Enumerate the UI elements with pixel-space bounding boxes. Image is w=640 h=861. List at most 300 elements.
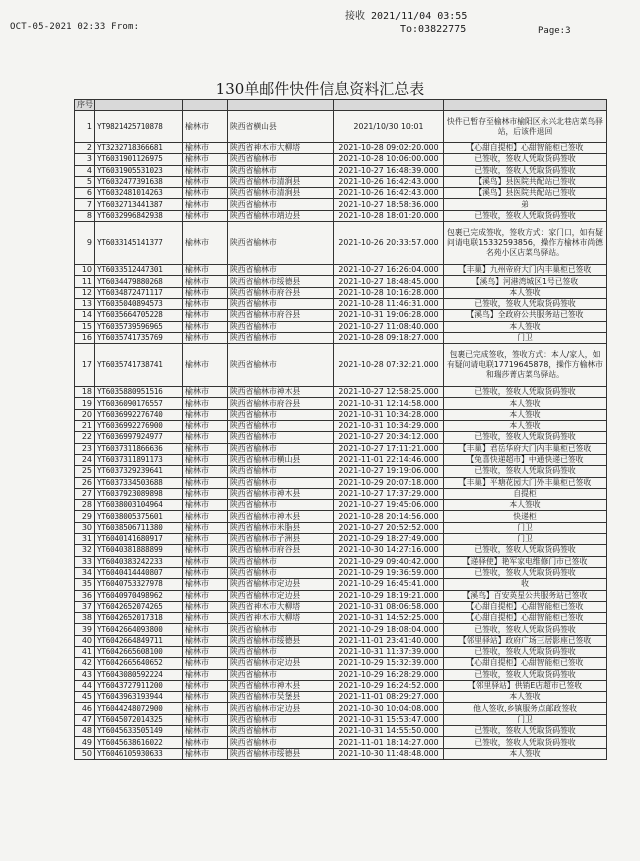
row-index: 25: [75, 466, 95, 477]
city: 榆林市: [183, 321, 228, 332]
tracking-number: YT6038506711380: [95, 522, 183, 533]
row-index: 14: [75, 310, 95, 321]
row-index: 34: [75, 567, 95, 578]
city: 榆林市: [183, 680, 228, 691]
sign-status: 【丰巢】九州帝府大门内丰巢柜已签收: [444, 265, 607, 276]
sign-time: 2021-10-31 12:14:58.000: [334, 398, 444, 409]
row-index: 40: [75, 635, 95, 646]
table-row: [75, 669, 607, 680]
tracking-number: YT6035040894573: [95, 298, 183, 309]
express-info-table: [74, 99, 607, 760]
city: 榆林市: [183, 409, 228, 420]
city: 榆林市: [183, 398, 228, 409]
table-row: [75, 176, 607, 187]
row-index: 46: [75, 703, 95, 714]
address: 陕西省榆林市: [228, 737, 334, 748]
row-index: 43: [75, 669, 95, 680]
city: 榆林市: [183, 500, 228, 511]
tracking-number: YT6034479880268: [95, 276, 183, 287]
sign-status: 本人签收: [444, 692, 607, 703]
sign-status: 快递柜: [444, 511, 607, 522]
sign-status: 【递驿使】艳军家电维修门市已签收: [444, 556, 607, 567]
sign-status: 已签收，签收人凭取货码签收: [444, 210, 607, 221]
row-index: 5: [75, 176, 95, 187]
tracking-number: YT6032713441387: [95, 199, 183, 210]
sign-status: 已签收，签收人凭取货码签收: [444, 567, 607, 578]
table-row: [75, 556, 607, 567]
row-index: 32: [75, 545, 95, 556]
row-index: 30: [75, 522, 95, 533]
address: 陕西省榆林市: [228, 432, 334, 443]
row-index: 23: [75, 443, 95, 454]
tracking-number: YT3232718366681: [95, 143, 183, 154]
row-index: 50: [75, 748, 95, 759]
sign-time: 2021-10-27 12:58:25.000: [334, 387, 444, 398]
address: 陕西省榆林市: [228, 714, 334, 725]
sign-time: 2021-10-27 20:52:52.000: [334, 522, 444, 533]
address: 陕西省榆林市: [228, 421, 334, 432]
row-index: 37: [75, 601, 95, 612]
sign-status: 本人签收: [444, 287, 607, 298]
city: 榆林市: [183, 332, 228, 343]
address: 陕西省神木市大柳塔: [228, 613, 334, 624]
sign-time: 2021-10-29 18:27:49.000: [334, 534, 444, 545]
tracking-number: YT6032996842938: [95, 210, 183, 221]
sign-status: 【心甜自提柜】心甜智能柜已签收: [444, 601, 607, 612]
sign-status: 已签收，签收人凭取货码签收: [444, 545, 607, 556]
table-row: [75, 265, 607, 276]
tracking-number: YT6035880951516: [95, 387, 183, 398]
tracking-number: YT6042652017318: [95, 613, 183, 624]
row-index: 20: [75, 409, 95, 420]
table-row: [75, 488, 607, 499]
sign-time: 2021-10-31 08:06:58.000: [334, 601, 444, 612]
tracking-number: YT6045638616022: [95, 737, 183, 748]
city: 榆林市: [183, 714, 228, 725]
sign-time: 2021-10-29 18:19:21.000: [334, 590, 444, 601]
table-row: [75, 635, 607, 646]
tracking-number: YT6035741738741: [95, 344, 183, 387]
table-row: [75, 748, 607, 759]
table-row: [75, 680, 607, 691]
table-row: [75, 726, 607, 737]
address: 陕西省横山县: [228, 111, 334, 143]
address: 陕西省榆林市神木县: [228, 511, 334, 522]
tracking-number: YT6044248072900: [95, 703, 183, 714]
sign-status: 【邻里驿站】政府广场三居影座已签收: [444, 635, 607, 646]
table-row: [75, 658, 607, 669]
city: 榆林市: [183, 344, 228, 387]
address: 陕西省榆林市: [228, 466, 334, 477]
header-cell: [444, 100, 607, 111]
tracking-number: YT6043080592224: [95, 669, 183, 680]
address: 陕西省榆林市定边县: [228, 579, 334, 590]
address: 陕西省榆林市: [228, 332, 334, 343]
table-body: [75, 111, 607, 760]
city: 榆林市: [183, 737, 228, 748]
sign-time: 2021-10-31 14:55:50.000: [334, 726, 444, 737]
table-row: [75, 344, 607, 387]
sign-status: 已签收，签收人凭取货码签收: [444, 165, 607, 176]
sign-time: 2021-10-31 10:34:29.000: [334, 421, 444, 432]
sign-status: 【邻里驿站】供销E店超市已签收: [444, 680, 607, 691]
row-index: 27: [75, 488, 95, 499]
sign-time: 2021-10-27 20:34:12.000: [334, 432, 444, 443]
tracking-number: YT6043727911200: [95, 680, 183, 691]
address: 陕西省榆林市绥德县: [228, 748, 334, 759]
address: 陕西省榆林市府谷县: [228, 287, 334, 298]
tracking-number: YT6034872471117: [95, 287, 183, 298]
address: 陕西省榆林市: [228, 298, 334, 309]
sign-status: 本人签收: [444, 398, 607, 409]
table-row: [75, 477, 607, 488]
header-cell: [183, 100, 228, 111]
address: 陕西省榆林市府谷县: [228, 398, 334, 409]
row-index: 42: [75, 658, 95, 669]
tracking-number: YT6035739596965: [95, 321, 183, 332]
sign-time: 2021-10-27 16:48:39.000: [334, 165, 444, 176]
sign-status: 已签收，签收人凭取货码签收: [444, 154, 607, 165]
city: 榆林市: [183, 298, 228, 309]
tracking-number: YT6036090176557: [95, 398, 183, 409]
tracking-number: YT6042664849711: [95, 635, 183, 646]
sign-time: 2021-10-28 09:02:20.000: [334, 143, 444, 154]
sign-status: 收: [444, 579, 607, 590]
sign-time: 2021-10-31 15:53:47.000: [334, 714, 444, 725]
row-index: 15: [75, 321, 95, 332]
row-index: 45: [75, 692, 95, 703]
table-row: [75, 310, 607, 321]
city: 榆林市: [183, 454, 228, 465]
sign-time: 2021-10-29 15:32:39.000: [334, 658, 444, 669]
sign-time: 2021-10-30 14:27:16.000: [334, 545, 444, 556]
city: 榆林市: [183, 154, 228, 165]
table-row: [75, 165, 607, 176]
table-row: [75, 222, 607, 265]
table-row: [75, 287, 607, 298]
table-row: [75, 522, 607, 533]
city: 榆林市: [183, 111, 228, 143]
city: 榆林市: [183, 466, 228, 477]
row-index: 6: [75, 188, 95, 199]
table-row: [75, 454, 607, 465]
address: 陕西省榆林市: [228, 199, 334, 210]
sign-time: 2021-10-27 19:19:06.000: [334, 466, 444, 477]
city: 榆林市: [183, 703, 228, 714]
address: 陕西省榆林市: [228, 443, 334, 454]
sign-status: 包裹已完成签收，签收方式：家门口，如有疑问请电联15332593856，操作方榆林市尚德名苑小区店菜鸟驿站。: [444, 222, 607, 265]
sign-time: 2021-10-28 10:16:28.000: [334, 287, 444, 298]
city: 榆林市: [183, 387, 228, 398]
sign-time: 2021-10-28 18:01:20.000: [334, 210, 444, 221]
city: 榆林市: [183, 488, 228, 499]
row-index: 4: [75, 165, 95, 176]
address: 陕西省榆林市: [228, 344, 334, 387]
table-row: [75, 714, 607, 725]
sign-status: 【溪鸟】县医院共配站已签收: [444, 176, 607, 187]
sign-status: 已签收，签收人凭取货码签收: [444, 646, 607, 657]
header-cell: 序号: [75, 100, 95, 111]
tracking-number: YT6037329239641: [95, 466, 183, 477]
tracking-number: YT6033145141377: [95, 222, 183, 265]
sign-time: 2021-10-29 09:40:42.000: [334, 556, 444, 567]
table-row: [75, 443, 607, 454]
address: 陕西省榆林市子洲县: [228, 534, 334, 545]
sign-status: 门卫: [444, 522, 607, 533]
tracking-number: YT9821425710878: [95, 111, 183, 143]
city: 榆林市: [183, 579, 228, 590]
sign-status: 已签收，签收人凭取货码签收: [444, 726, 607, 737]
sign-status: 已签收，签收人凭取货码签收: [444, 466, 607, 477]
sign-status: 已签收，签收人凭取货码签收: [444, 387, 607, 398]
sign-status: 弟: [444, 199, 607, 210]
city: 榆林市: [183, 748, 228, 759]
address: 陕西省榆林市定边县: [228, 590, 334, 601]
tracking-number: YT6036992276900: [95, 421, 183, 432]
tracking-number: YT6042665608100: [95, 646, 183, 657]
sign-status: 门卫: [444, 714, 607, 725]
table-row: [75, 298, 607, 309]
sign-status: 【丰巢】君岳华府大门内丰巢柜已签收: [444, 443, 607, 454]
sign-status: 【溪鸟】河港湾城区1号已签收: [444, 276, 607, 287]
fax-received-time: 接收 2021/11/04 03:55: [345, 11, 468, 22]
table-row: [75, 692, 607, 703]
city: 榆林市: [183, 669, 228, 680]
sign-time: 2021/10/30 10:01: [334, 111, 444, 143]
city: 榆林市: [183, 222, 228, 265]
row-index: 24: [75, 454, 95, 465]
sign-time: 2021-10-27 17:11:21.000: [334, 443, 444, 454]
table-row: [75, 199, 607, 210]
row-index: 18: [75, 387, 95, 398]
row-index: 47: [75, 714, 95, 725]
row-index: 35: [75, 579, 95, 590]
table-row: [75, 421, 607, 432]
table-row: [75, 143, 607, 154]
header-cell: [95, 100, 183, 111]
city: 榆林市: [183, 658, 228, 669]
city: 榆林市: [183, 624, 228, 635]
table-row: [75, 590, 607, 601]
address: 陕西省榆林市清涧县: [228, 188, 334, 199]
row-index: 10: [75, 265, 95, 276]
sign-status: 门卫: [444, 534, 607, 545]
sign-time: 2021-10-28 09:18:27.000: [334, 332, 444, 343]
header-cell: [228, 100, 334, 111]
tracking-number: YT6037311866636: [95, 443, 183, 454]
sign-time: 2021-10-31 11:37:39.000: [334, 646, 444, 657]
sign-time: 2021-10-29 16:45:41.000: [334, 579, 444, 590]
tracking-number: YT6035664705228: [95, 310, 183, 321]
sign-time: 2021-10-31 19:06:28.000: [334, 310, 444, 321]
sign-status: 本人签收: [444, 421, 607, 432]
row-index: 33: [75, 556, 95, 567]
address: 陕西省榆林市: [228, 321, 334, 332]
tracking-number: YT6040383242233: [95, 556, 183, 567]
city: 榆林市: [183, 165, 228, 176]
city: 榆林市: [183, 176, 228, 187]
sign-time: 2021-10-31 10:34:28.000: [334, 409, 444, 420]
tracking-number: YT6042665640652: [95, 658, 183, 669]
address: 陕西省榆林市神木县: [228, 488, 334, 499]
address: 陕西省榆林市神木县: [228, 680, 334, 691]
row-index: 29: [75, 511, 95, 522]
sign-status: 自提柜: [444, 488, 607, 499]
sign-time: 2021-10-29 16:24:52.000: [334, 680, 444, 691]
tracking-number: YT6040753327978: [95, 579, 183, 590]
tracking-number: YT6042664093800: [95, 624, 183, 635]
sign-time: 2021-10-28 10:06:00.000: [334, 154, 444, 165]
sign-status: 门卫: [444, 332, 607, 343]
row-index: 1: [75, 111, 95, 143]
sign-status: 包裹已完成签收，签收方式：本人/家人，如有疑问请电联17719645878，操作方榆林市和瑞莎菁店菜鸟驿站。: [444, 344, 607, 387]
table-row: [75, 703, 607, 714]
sign-time: 2021-10-29 19:36:59.000: [334, 567, 444, 578]
sign-time: 2021-10-26 20:33:57.000: [334, 222, 444, 265]
sign-status: 本人签收: [444, 409, 607, 420]
fax-to-number: To:03822775: [400, 24, 467, 35]
row-index: 49: [75, 737, 95, 748]
sign-time: 2021-11-01 23:41:40.000: [334, 635, 444, 646]
sign-time: 2021-10-28 11:46:31.000: [334, 298, 444, 309]
row-index: 21: [75, 421, 95, 432]
city: 榆林市: [183, 421, 228, 432]
table-row: [75, 111, 607, 143]
table-row: [75, 398, 607, 409]
row-index: 28: [75, 500, 95, 511]
table-row: [75, 432, 607, 443]
row-index: 8: [75, 210, 95, 221]
address: 陕西省榆林市: [228, 409, 334, 420]
sign-time: 2021-10-31 14:52:25.000: [334, 613, 444, 624]
sign-status: 已签收，签收人凭取货码签收: [444, 737, 607, 748]
address: 陕西省榆林市: [228, 624, 334, 635]
address: 陕西省榆林市绥德县: [228, 276, 334, 287]
sign-time: 2021-10-27 18:48:45.000: [334, 276, 444, 287]
table-row: [75, 534, 607, 545]
row-index: 22: [75, 432, 95, 443]
sign-time: 2021-10-27 17:37:29.000: [334, 488, 444, 499]
city: 榆林市: [183, 287, 228, 298]
sign-time: 2021-10-28 20:14:56.000: [334, 511, 444, 522]
row-index: 38: [75, 613, 95, 624]
address: 陕西省榆林市绥德县: [228, 635, 334, 646]
tracking-number: YT6042652074265: [95, 601, 183, 612]
tracking-number: YT6038003104964: [95, 500, 183, 511]
row-index: 3: [75, 154, 95, 165]
city: 榆林市: [183, 590, 228, 601]
city: 榆林市: [183, 477, 228, 488]
sign-time: 2021-11-01 22:14:46.000: [334, 454, 444, 465]
tracking-number: YT6037923089898: [95, 488, 183, 499]
row-index: 13: [75, 298, 95, 309]
sign-time: 2021-10-29 16:28:29.000: [334, 669, 444, 680]
table-header-row: [75, 100, 607, 111]
sign-time: 2021-10-28 07:32:21.000: [334, 344, 444, 387]
sign-status: 【心甜自提柜】心甜智能柜已签收: [444, 143, 607, 154]
address: 陕西省榆林市: [228, 669, 334, 680]
sign-status: 本人签收: [444, 748, 607, 759]
tracking-number: YT6046105930633: [95, 748, 183, 759]
sign-time: 2021-11-01 18:14:27.000: [334, 737, 444, 748]
sign-status: 已签收，签收人凭取货码签收: [444, 298, 607, 309]
row-index: 7: [75, 199, 95, 210]
sign-status: 【心甜自提柜】心甜智能柜已签收: [444, 658, 607, 669]
address: 陕西省榆林市: [228, 477, 334, 488]
table-row: [75, 624, 607, 635]
table-row: [75, 613, 607, 624]
fax-header-date: OCT-05-2021 02:33 From:: [10, 22, 140, 32]
sign-status: 本人签收: [444, 321, 607, 332]
document-title: 130单邮件快件信息资料汇总表: [215, 80, 425, 98]
city: 榆林市: [183, 199, 228, 210]
city: 榆林市: [183, 276, 228, 287]
tracking-number: YT6040970498962: [95, 590, 183, 601]
row-index: 48: [75, 726, 95, 737]
tracking-number: YT6031905531023: [95, 165, 183, 176]
address: 陕西省榆林市: [228, 222, 334, 265]
city: 榆林市: [183, 310, 228, 321]
tracking-number: YT6035741735769: [95, 332, 183, 343]
row-index: 9: [75, 222, 95, 265]
header-cell: [334, 100, 444, 111]
tracking-number: YT6038005375601: [95, 511, 183, 522]
sign-time: 2021-10-30 10:04:08.000: [334, 703, 444, 714]
tracking-number: YT6040381888899: [95, 545, 183, 556]
table-row: [75, 332, 607, 343]
table-row: [75, 511, 607, 522]
tracking-number: YT6031901126975: [95, 154, 183, 165]
sign-status: 已签收，签收人凭取货码签收: [444, 669, 607, 680]
sign-status: 已签收，签收人凭取货码签收: [444, 432, 607, 443]
sign-time: 2021-10-26 16:42:43.000: [334, 176, 444, 187]
city: 榆林市: [183, 522, 228, 533]
address: 陕西省榆林市神木县: [228, 387, 334, 398]
sign-status: 【溪鸟】百安英星公共服务站已签收: [444, 590, 607, 601]
table-row: [75, 210, 607, 221]
tracking-number: YT6040141680917: [95, 534, 183, 545]
city: 榆林市: [183, 188, 228, 199]
table-row: [75, 154, 607, 165]
city: 榆林市: [183, 210, 228, 221]
sign-time: 2021-10-27 18:58:36.000: [334, 199, 444, 210]
tracking-number: YT6045072014325: [95, 714, 183, 725]
city: 榆林市: [183, 613, 228, 624]
address: 陕西省榆林市府谷县: [228, 545, 334, 556]
tracking-number: YT6032477391638: [95, 176, 183, 187]
table-row: [75, 466, 607, 477]
address: 陕西省神木市大柳塔: [228, 143, 334, 154]
sign-time: 2021-11-01 08:29:27.000: [334, 692, 444, 703]
tracking-number: YT6033512447301: [95, 265, 183, 276]
sign-time: 2021-10-30 11:48:48.000: [334, 748, 444, 759]
sign-status: 他人签收,乡镇服务点邮政签收: [444, 703, 607, 714]
city: 榆林市: [183, 443, 228, 454]
city: 榆林市: [183, 646, 228, 657]
city: 榆林市: [183, 726, 228, 737]
table-row: [75, 321, 607, 332]
sign-status: 本人签收: [444, 500, 607, 511]
row-index: 11: [75, 276, 95, 287]
tracking-number: YT6032481014263: [95, 188, 183, 199]
city: 榆林市: [183, 545, 228, 556]
city: 榆林市: [183, 511, 228, 522]
address: 陕西省榆林市清涧县: [228, 176, 334, 187]
sign-time: 2021-10-27 16:26:04.000: [334, 265, 444, 276]
sign-status: 【兔喜快递超市】中通快递已签收: [444, 454, 607, 465]
city: 榆林市: [183, 567, 228, 578]
tracking-number: YT6037334503688: [95, 477, 183, 488]
